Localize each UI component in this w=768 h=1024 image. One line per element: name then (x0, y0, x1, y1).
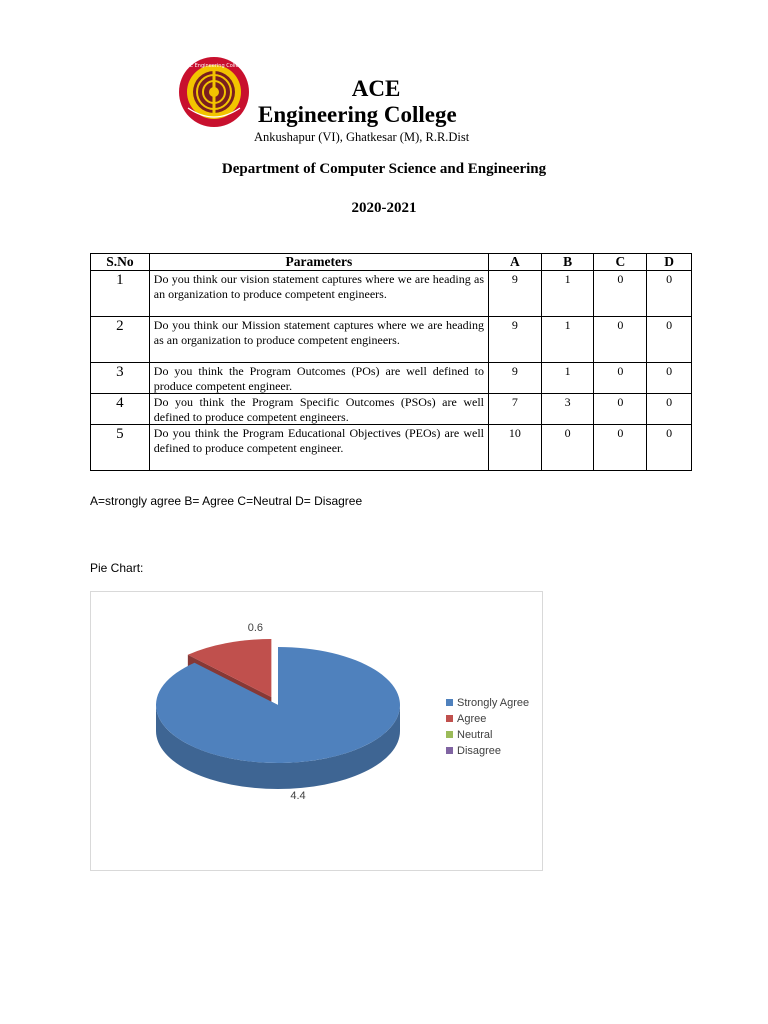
cell-b: 3 (541, 394, 594, 425)
pie-slice-strongly-agree (156, 647, 400, 763)
table-row (91, 363, 692, 394)
college-address: Ankushapur (VI), Ghatkesar (M), R.R.Dist (254, 130, 470, 144)
table-row (91, 425, 692, 471)
table-row (91, 271, 692, 317)
survey-table (90, 253, 692, 471)
header-sno: S.No (91, 254, 150, 271)
header-a: A (489, 254, 542, 271)
college-name-line1: ACE (351, 76, 401, 101)
cell-a: 9 (489, 271, 542, 317)
cell-c: 0 (594, 425, 647, 471)
cell-sno: 2 (91, 317, 150, 363)
pie-data-label: 4.4 (290, 790, 306, 802)
legend-swatch (446, 731, 453, 738)
academic-year: 2020-2021 (351, 200, 417, 216)
legend-swatch (446, 747, 453, 754)
cell-d: 0 (647, 271, 692, 317)
cell-param: Do you think the Program Outcomes (POs) are well defined to produce competent engineer. (149, 363, 488, 394)
legend-entry: Neutral (457, 729, 493, 741)
answer-key-note: A=strongly agree B= Agree C=Neutral D= Disagree (90, 494, 363, 508)
cell-param: Do you think our Mission statement captures where we are heading as an organization to produce competent engineers. (149, 317, 488, 363)
college-name (258, 76, 508, 128)
cell-b: 1 (541, 271, 594, 317)
pie-chart (91, 592, 542, 870)
cell-sno: 5 (91, 425, 150, 471)
cell-d: 0 (647, 363, 692, 394)
pie-data-label: 0.6 (247, 622, 264, 635)
cell-a: 10 (489, 425, 542, 471)
legend-swatch (446, 715, 453, 722)
cell-d: 0 (647, 317, 692, 363)
cell-param: Do you think the Program Educational Objectives (PEOs) are well defined to produce competent engineer. (149, 425, 488, 471)
legend-swatch (446, 699, 453, 706)
header-b: B (541, 254, 594, 271)
header-d: D (647, 254, 692, 271)
cell-sno: 1 (91, 271, 150, 317)
svg-text:ACE Engineering College: ACE Engineering College (183, 63, 245, 69)
pie-chart-area (90, 591, 543, 871)
header-parameters: Parameters (149, 254, 488, 271)
cell-b: 1 (541, 363, 594, 394)
cell-a: 9 (489, 363, 542, 394)
cell-a: 9 (489, 317, 542, 363)
pie-chart-caption: Pie Chart: (90, 561, 144, 575)
legend-entry: Disagree (457, 745, 502, 757)
college-seal-icon (178, 56, 250, 128)
college-logo (178, 56, 250, 128)
cell-c: 0 (594, 363, 647, 394)
department-title: Department of Computer Science and Engineering (221, 161, 547, 177)
table-row (91, 317, 692, 363)
cell-a: 7 (489, 394, 542, 425)
cell-c: 0 (594, 271, 647, 317)
college-name-line2: Engineering College (258, 102, 457, 127)
cell-b: 1 (541, 317, 594, 363)
cell-sno: 4 (91, 394, 150, 425)
legend-entry: Agree (457, 713, 487, 725)
legend-entry: Strongly Agree (457, 697, 530, 709)
table-row (91, 394, 692, 425)
cell-d: 0 (647, 425, 692, 471)
cell-b: 0 (541, 425, 594, 471)
cell-sno: 3 (91, 363, 150, 394)
cell-c: 0 (594, 317, 647, 363)
cell-param: Do you think our vision statement captures where we are heading as an organization to produce competent engineers. (149, 271, 488, 317)
table-header-row (91, 254, 692, 271)
cell-d: 0 (647, 394, 692, 425)
cell-param: Do you think the Program Specific Outcomes (PSOs) are well defined to produce competent engineers. (149, 394, 488, 425)
header-c: C (594, 254, 647, 271)
cell-c: 0 (594, 394, 647, 425)
